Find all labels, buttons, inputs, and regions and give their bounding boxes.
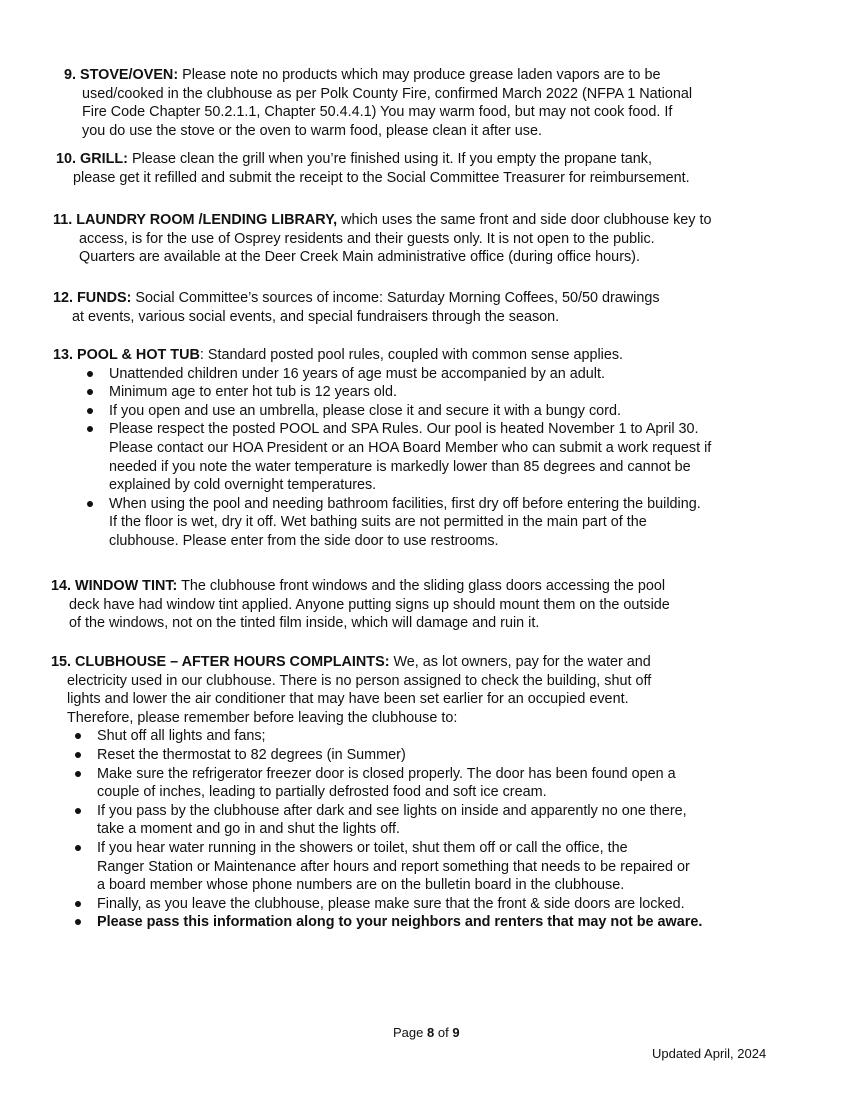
item-heading: CLUBHOUSE – AFTER HOURS COMPLAINTS: <box>75 654 390 670</box>
list-item-text: When using the pool and needing bathroom facilities, first dry off before entering the building. <box>109 495 701 512</box>
bullet-icon <box>87 389 93 395</box>
list-item-text: If the floor is wet, dry it off. Wet bathing suits are not permitted in the main part of the <box>109 514 647 531</box>
list-item-text: If you pass by the clubhouse after dark and see lights on inside and apparently no one there, <box>97 802 687 819</box>
list-item-text: Ranger Station or Maintenance after hours and report something that needs to be repaired or <box>97 858 690 875</box>
item-pool-hot-tub <box>53 346 711 551</box>
list-item-text: Make sure the refrigerator freezer door is closed properly. The door has been found open a <box>97 765 676 782</box>
updated-date: Updated April, 2024 <box>652 1046 767 1061</box>
page-current: 8 <box>427 1025 435 1040</box>
item-number: 10. <box>56 151 77 167</box>
list-item-text: Please pass this information along to your neighbors and renters that may not be aware. <box>97 914 703 931</box>
bullet-icon <box>75 808 81 814</box>
list-item <box>73 765 702 802</box>
list-item-text: take a moment and go in and shut the lights off. <box>97 821 400 838</box>
bullet-icon <box>87 408 93 414</box>
item-funds <box>53 289 660 326</box>
page-label: Page <box>393 1025 424 1040</box>
item-number: 13. <box>53 347 74 363</box>
item-text: The clubhouse front windows and the sliding glass doors accessing the pool <box>181 578 666 594</box>
bullet-list <box>85 365 711 551</box>
list-item <box>85 402 711 421</box>
bullet-icon <box>75 771 81 777</box>
list-item-text: If you hear water running in the showers or toilet, shut them off or call the office, the <box>97 839 628 856</box>
item-text: at events, various social events, and special fundraisers through the season. <box>72 308 560 325</box>
item-heading: STOVE/OVEN: <box>80 67 179 83</box>
list-item <box>73 913 702 932</box>
item-text: Please note no products which may produce grease laden vapors are to be <box>182 67 661 83</box>
item-text: access, is for the use of Osprey residents and their guests only. It is not open to the public. <box>79 230 655 247</box>
bullet-icon <box>75 845 81 851</box>
bullet-icon <box>87 426 93 432</box>
item-text: Social Committee’s sources of income: Saturday Morning Coffees, 50/50 drawings <box>135 290 660 306</box>
item-text: Please clean the grill when you’re finished using it. If you empty the propane tank, <box>131 151 652 167</box>
bullet-icon <box>87 371 93 377</box>
item-window-tint <box>51 577 670 633</box>
item-stove-oven <box>64 66 692 140</box>
item-laundry-library <box>53 211 712 267</box>
item-number: 12. <box>53 290 74 306</box>
item-grill <box>56 150 690 187</box>
item-heading: WINDOW TINT: <box>75 578 178 594</box>
item-text: used/cooked in the clubhouse as per Polk County Fire, confirmed March 2022 (NFPA 1 National <box>82 85 693 102</box>
list-item-text: Unattended children under 16 years of age must be accompanied by an adult. <box>109 365 605 382</box>
item-heading: FUNDS: <box>77 290 132 306</box>
item-text: you do use the stove or the oven to warm food, please clean it after use. <box>82 122 542 139</box>
item-text: deck have had window tint applied. Anyone putting signs up should mount them on the outside <box>69 596 670 613</box>
item-text: lights and lower the air conditioner that may have been set earlier for an occupied event. <box>67 691 629 708</box>
bullet-icon <box>75 919 81 925</box>
bullet-icon <box>75 901 81 907</box>
list-item-text: explained by cold overnight temperatures. <box>109 477 377 494</box>
list-item <box>73 727 702 746</box>
item-heading: POOL & HOT TUB <box>77 347 200 363</box>
bullet-icon <box>75 752 81 758</box>
list-item <box>85 420 711 494</box>
page-number <box>393 1025 460 1040</box>
item-text: We, as lot owners, pay for the water and <box>393 654 651 670</box>
list-item <box>73 802 702 839</box>
item-text: Therefore, please remember before leaving the clubhouse to: <box>67 709 458 726</box>
list-item-text: Minimum age to enter hot tub is 12 years old. <box>109 384 397 401</box>
bullet-icon <box>87 501 93 507</box>
list-item-text: couple of inches, leading to partially defrosted food and soft ice cream. <box>97 784 547 801</box>
list-item-text: Finally, as you leave the clubhouse, please make sure that the front & side doors are locked. <box>97 895 685 912</box>
list-item-text: a board member whose phone numbers are on the bulletin board in the clubhouse. <box>97 877 625 894</box>
item-clubhouse-after-hours <box>51 653 702 932</box>
list-item <box>73 895 702 914</box>
page-of: of <box>437 1025 449 1040</box>
item-text: : Standard posted pool rules, coupled with common sense applies. <box>199 347 624 363</box>
list-item <box>85 365 711 384</box>
list-item-text: clubhouse. Please enter from the side door to use restrooms. <box>109 532 499 549</box>
item-number: 15. <box>51 654 72 670</box>
list-item-text: If you open and use an umbrella, please close it and secure it with a bungy cord. <box>109 402 621 419</box>
bullet-icon <box>75 733 81 739</box>
item-number: 11. <box>53 212 73 228</box>
list-item-text: Please respect the posted POOL and SPA Rules. Our pool is heated November 1 to April 30. <box>109 421 699 438</box>
item-text: Quarters are available at the Deer Creek Main administrative office (during office hours). <box>79 249 640 266</box>
item-text: of the windows, not on the tinted film inside, which will damage and ruin it. <box>69 615 540 632</box>
list-item <box>85 383 711 402</box>
list-item <box>73 746 702 765</box>
list-item-text: Shut off all lights and fans; <box>97 728 266 745</box>
list-item <box>85 495 711 551</box>
item-number: 14. <box>51 578 72 594</box>
list-item <box>73 839 702 895</box>
list-item-text: Reset the thermostat to 82 degrees (in Summer) <box>97 746 406 763</box>
item-number: 9. <box>64 67 77 83</box>
item-text: please get it refilled and submit the receipt to the Social Committee Treasurer for reimbursement. <box>73 169 690 186</box>
item-heading: GRILL: <box>80 151 128 167</box>
item-heading: LAUNDRY ROOM /LENDING LIBRARY, <box>76 212 338 228</box>
list-item-text: needed if you note the water temperature is markedly lower than 85 degrees and cannot be <box>109 458 691 475</box>
item-text: electricity used in our clubhouse. There is no person assigned to check the building, shut off <box>67 672 652 689</box>
bullet-list <box>73 727 702 932</box>
list-item-text: Please contact our HOA President or an HOA Board Member who can submit a work request if <box>109 439 712 456</box>
page-total: 9 <box>452 1025 460 1040</box>
item-text: Fire Code Chapter 50.2.1.1, Chapter 50.4.4.1) You may warm food, but may not cook food. If <box>82 104 673 121</box>
item-text: which uses the same front and side door clubhouse key to <box>341 212 712 228</box>
